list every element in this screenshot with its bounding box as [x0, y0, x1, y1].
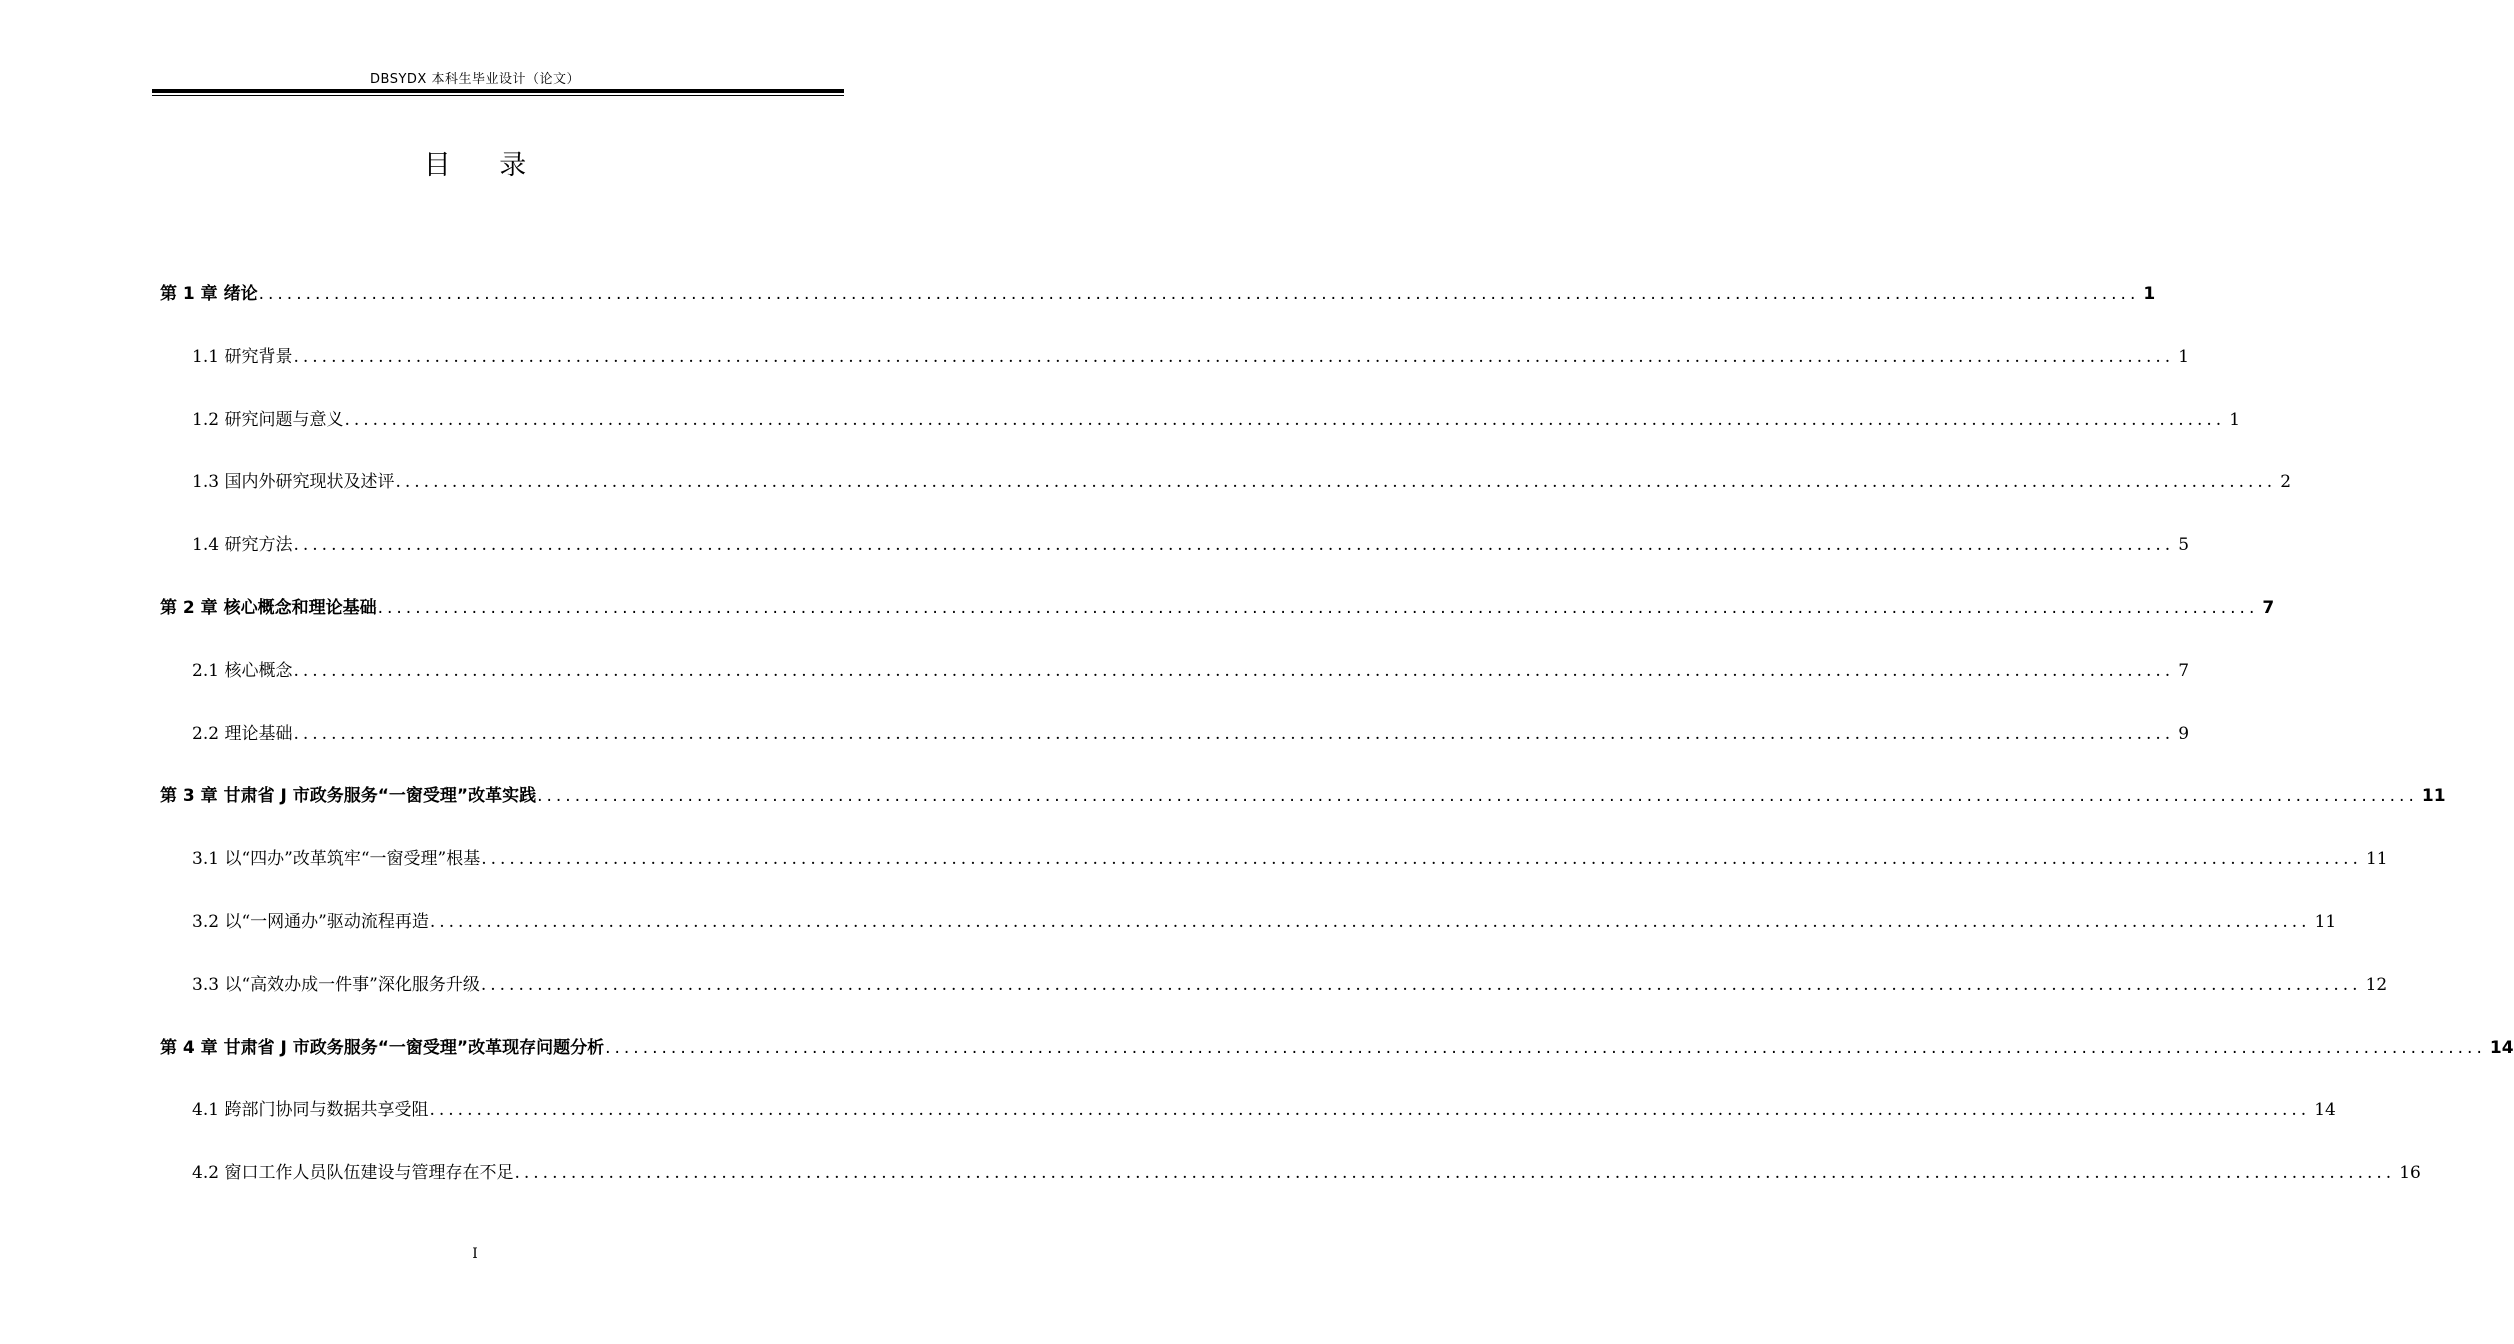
toc-dot-leader: ........................................................................................................................................................................................................ [344, 410, 2226, 430]
toc-section-entry[interactable] [160, 532, 2190, 558]
toc-entry-page: 14 [2489, 1038, 2514, 1058]
toc-entry-label: 1.2 研究问题与意义 [192, 410, 344, 430]
header-text: DBSYDX 本科生毕业设计（论文） [370, 72, 580, 87]
footer-page-number: I [472, 1246, 478, 1262]
toc-dot-leader: ........................................................................................................................................................................................................ [480, 975, 2362, 995]
toc-section-entry[interactable] [160, 909, 2337, 935]
toc-entry-label: 3.1 以“四办”改革筑牢“一窗受理”根基 [192, 849, 481, 869]
toc-title: 目 录 [423, 150, 547, 181]
toc-dot-leader: ........................................................................................................................................................................................................ [429, 912, 2311, 932]
toc-chapter-entry[interactable] [160, 595, 2275, 621]
toc-entry-page: 14 [2314, 1100, 2336, 1120]
toc-section-entry[interactable] [160, 846, 2388, 872]
toc-entry-label: 1.4 研究方法 [192, 535, 293, 555]
toc-entry-label: 1.1 研究背景 [192, 347, 293, 367]
toc-dot-leader: ........................................................................................................................................................................................................ [293, 724, 2175, 744]
toc-entry-label: 3.2 以“一网通办”驱动流程再造 [192, 912, 429, 932]
toc-dot-leader: ........................................................................................................................................................................................................ [293, 347, 2175, 367]
toc-dot-leader: ........................................................................................................................................................................................................ [429, 1100, 2311, 1120]
toc-entry-label: 4.1 跨部门协同与数据共享受阻 [192, 1100, 429, 1120]
toc-entry-page: 1 [2143, 284, 2156, 304]
header-rule-thin [152, 95, 844, 96]
toc-entry-label: 第 2 章 核心概念和理论基础 [160, 598, 377, 618]
toc-dot-leader: ........................................................................................................................................................................................................ [481, 849, 2362, 869]
toc-chapter-entry[interactable] [160, 281, 2156, 307]
toc-dot-leader: ........................................................................................................................................................................................................ [605, 1038, 2486, 1058]
toc-entry-label: 1.3 国内外研究现状及述评 [192, 472, 395, 492]
toc-entry-page: 11 [2421, 786, 2446, 806]
toc-dot-leader: ........................................................................................................................................................................................................ [395, 472, 2277, 492]
toc-entry-page: 11 [2365, 849, 2388, 869]
toc-entry-page: 1 [2178, 347, 2190, 367]
toc-section-entry[interactable] [160, 344, 2190, 370]
toc-dot-leader: ........................................................................................................................................................................................................ [258, 284, 2140, 304]
toc-section-entry[interactable] [160, 1097, 2336, 1123]
toc-dot-leader: ........................................................................................................................................................................................................ [377, 598, 2259, 618]
toc-entry-label: 2.1 核心概念 [192, 661, 293, 681]
toc-section-entry[interactable] [160, 972, 2388, 998]
toc-entry-page: 2 [2280, 472, 2292, 492]
toc-entry-page: 5 [2178, 535, 2190, 555]
toc-section-entry[interactable] [160, 469, 2292, 495]
toc-dot-leader: ........................................................................................................................................................................................................ [293, 661, 2175, 681]
toc-entry-page: 7 [2178, 661, 2190, 681]
toc-entry-page: 1 [2229, 410, 2241, 430]
toc-entry-label: 3.3 以“高效办成一件事”深化服务升级 [192, 975, 480, 995]
toc-section-entry[interactable] [160, 658, 2190, 684]
toc-chapter-entry[interactable] [160, 783, 2446, 809]
toc-entry-label: 第 1 章 绪论 [160, 284, 258, 304]
toc-section-entry[interactable] [160, 1160, 2421, 1186]
toc-entry-page: 11 [2314, 912, 2337, 932]
toc-entry-page: 9 [2178, 724, 2190, 744]
toc-section-entry[interactable] [160, 407, 2241, 433]
toc-entry-page: 7 [2262, 598, 2275, 618]
toc-dot-leader: ........................................................................................................................................................................................................ [293, 535, 2175, 555]
toc-dot-leader: ........................................................................................................................................................................................................ [514, 1163, 2396, 1183]
toc-entry-label: 第 4 章 甘肃省 J 市政务服务“一窗受理”改革现存问题分析 [160, 1038, 605, 1058]
toc-entry-label: 第 3 章 甘肃省 J 市政务服务“一窗受理”改革实践 [160, 786, 537, 806]
toc-entry-page: 16 [2399, 1163, 2421, 1183]
toc-section-entry[interactable] [160, 721, 2190, 747]
toc-entry-label: 4.2 窗口工作人员队伍建设与管理存在不足 [192, 1163, 514, 1183]
toc-chapter-entry[interactable] [160, 1035, 2514, 1061]
header-rule-thick [152, 89, 844, 93]
toc-entry-label: 2.2 理论基础 [192, 724, 293, 744]
toc-entry-page: 12 [2365, 975, 2388, 995]
toc-dot-leader: ........................................................................................................................................................................................................ [537, 786, 2418, 806]
